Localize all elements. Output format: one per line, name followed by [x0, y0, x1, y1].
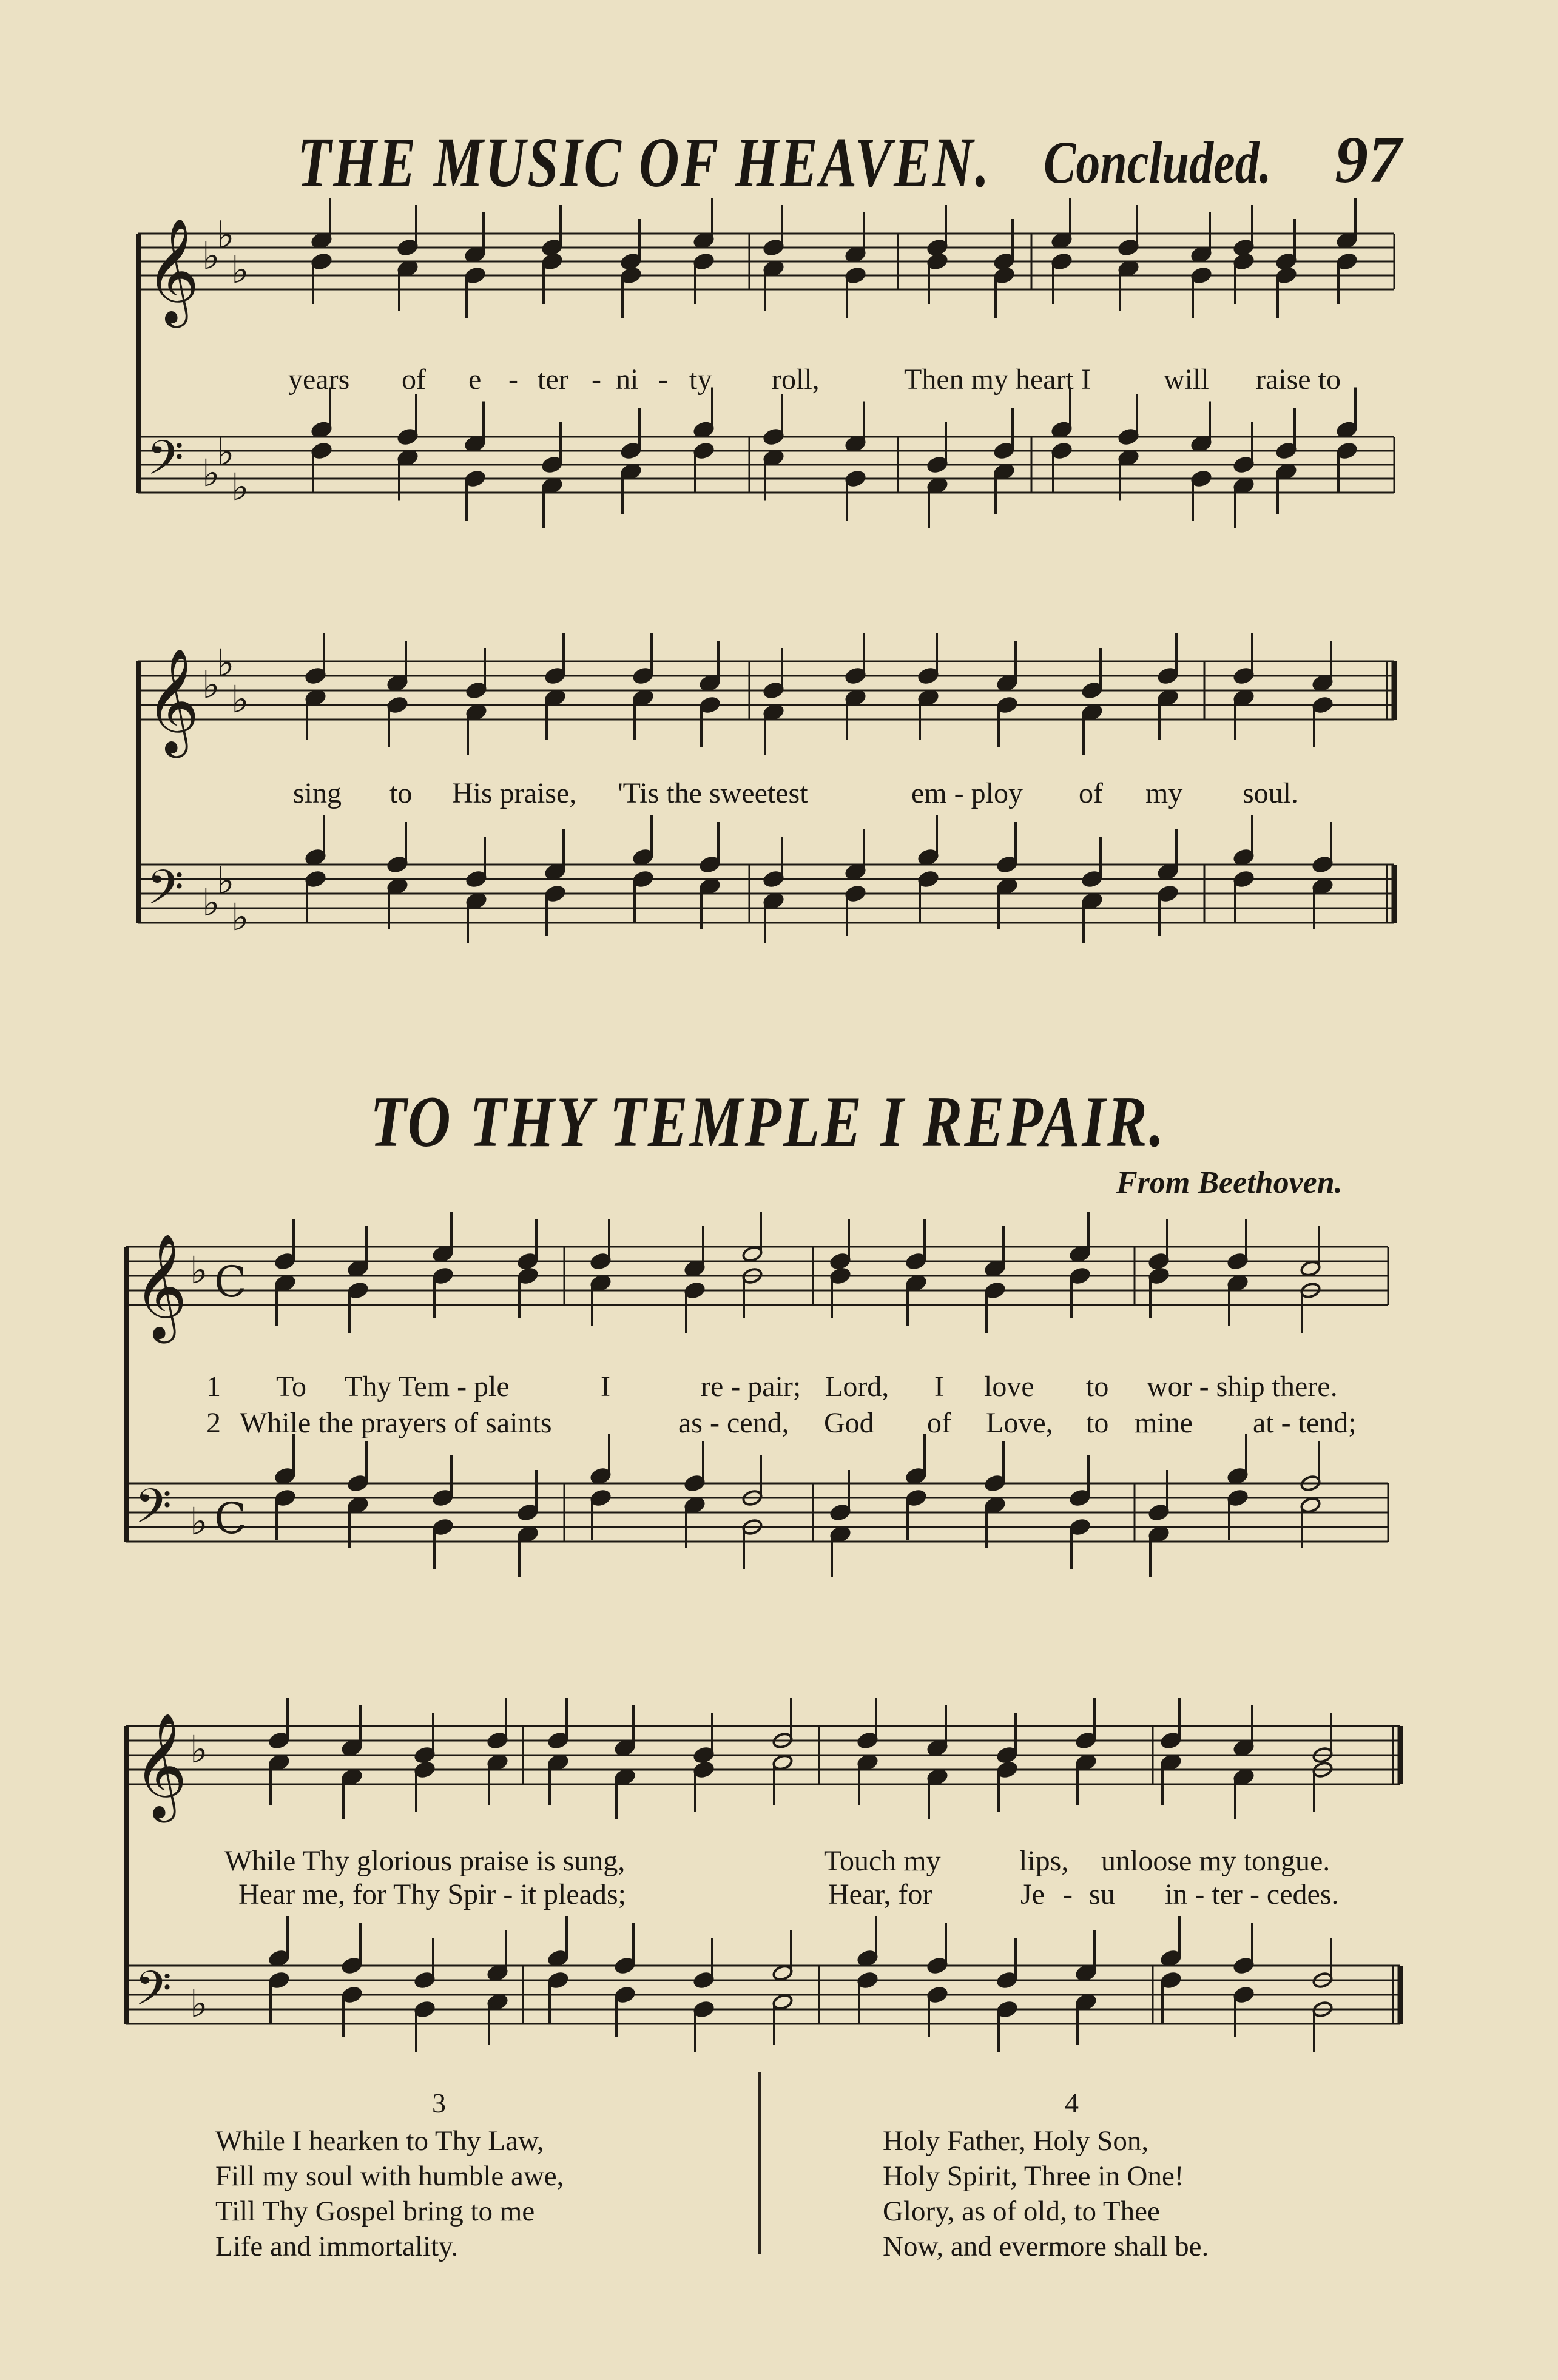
flat-sign-icon: ♭	[190, 1981, 208, 2026]
lyric-s2-6: my	[1145, 777, 1183, 809]
lyric-s2-2: His praise,	[452, 777, 577, 809]
lyric-s1-4: ter	[538, 363, 568, 396]
verse3-line-4: Life and immortality.	[215, 2231, 459, 2262]
lyric-s2-4: em - ploy	[911, 777, 1023, 809]
lyric-s3-v1-2: Thy Tem - ple	[345, 1370, 510, 1403]
flat-sign-icon: ♭	[231, 895, 249, 939]
flat-sign-icon: ♭	[231, 248, 249, 292]
lyric-s3-v2-7: mine	[1135, 1407, 1193, 1439]
verse4-number: 4	[1065, 2088, 1079, 2119]
lyric-s4-v2-0: Hear me, for Thy Spir - it pleads;	[238, 1878, 626, 1910]
treble-clef-icon: 𝄞	[146, 218, 200, 323]
lyric-s4-v2-5: in - ter - cedes.	[1165, 1878, 1339, 1910]
lyric-s2-7: soul.	[1243, 777, 1299, 809]
treble-clef-icon: 𝄞	[133, 1233, 187, 1339]
lyric-s3-v1-3: I	[601, 1370, 610, 1403]
flat-sign-icon: ♭	[202, 880, 220, 925]
lyric-s4-v2-4: su	[1089, 1878, 1115, 1910]
flat-sign-icon: ♭	[231, 465, 249, 509]
treble-clef-icon: 𝄞	[146, 648, 200, 753]
lyric-s4-v2-1: Hear, for	[828, 1878, 932, 1910]
lyric-s1-7: -	[658, 363, 668, 396]
bass-clef-icon: 𝄢	[135, 1479, 172, 1546]
lyric-s3-v1-8: to	[1086, 1370, 1109, 1403]
flat-sign-icon: ♭	[217, 858, 235, 903]
lyric-s4-v1-3: unloose my tongue.	[1101, 1845, 1330, 1877]
lyric-s3-v1-6: I	[934, 1370, 944, 1403]
lyric-s4-v1-0: While Thy glorious praise is sung,	[224, 1845, 626, 1877]
verse4-line-1: Holy Father, Holy Son,	[883, 2125, 1149, 2157]
flat-sign-icon: ♭	[217, 430, 235, 474]
lyric-s1-11: will	[1164, 363, 1209, 396]
lyric-s1-2: e	[468, 363, 482, 396]
page-header-title: THE MUSIC OF HEAVEN.	[297, 123, 991, 202]
flat-sign-icon: ♭	[202, 234, 220, 278]
lyric-s4-v1-1: Touch my	[824, 1845, 941, 1877]
lyric-s2-1: to	[390, 777, 413, 809]
lyric-s1-0: years	[288, 363, 350, 396]
flat-sign-icon: ♭	[217, 212, 235, 257]
lyric-s3-v2-6: to	[1086, 1407, 1109, 1439]
lyric-s3-v1-1: To	[276, 1370, 306, 1403]
lyric-s3-v2-5: Love,	[986, 1407, 1053, 1439]
verse3-text	[215, 2123, 564, 2264]
lyric-s1-10: Then my heart I	[904, 363, 1091, 396]
lyric-s3-v1-9: wor - ship there.	[1147, 1370, 1338, 1403]
lyric-s3-v2-1: While the prayers of saints	[240, 1407, 552, 1439]
lyric-s1-9: roll,	[772, 363, 820, 396]
lyric-s3-v1-7: love	[984, 1370, 1034, 1403]
lyric-s1-1: of	[402, 363, 426, 396]
lyric-s4-v2-3: -	[1063, 1878, 1073, 1910]
verse-divider	[758, 2072, 761, 2254]
lyric-s2-5: of	[1079, 777, 1103, 809]
verse4-line-4: Now, and evermore shall be.	[883, 2231, 1209, 2262]
bass-clef-icon: 𝄢	[135, 1961, 172, 2028]
lyric-s3-v2-2: as - cend,	[678, 1407, 789, 1439]
header-concluded-label: Concluded.	[1044, 129, 1272, 196]
verse4-line-2: Holy Spirit, Three in One!	[883, 2160, 1184, 2192]
lyric-s1-12: raise to	[1256, 363, 1341, 396]
lyric-s3-v1-5: Lord,	[825, 1370, 889, 1403]
lyric-s1-8: ty	[689, 363, 712, 396]
flat-sign-icon: ♭	[217, 641, 235, 685]
lyric-s3-v2-3: God	[824, 1407, 874, 1439]
flat-sign-icon: ♭	[190, 1727, 208, 1772]
flat-sign-icon: ♭	[202, 662, 220, 707]
bass-clef-icon: 𝄢	[147, 431, 184, 497]
flat-sign-icon: ♭	[202, 451, 220, 495]
verse3-line-3: Till Thy Gospel bring to me	[215, 2196, 535, 2227]
lyric-s1-6: ni	[616, 363, 639, 396]
flat-sign-icon: ♭	[190, 1248, 208, 1292]
page-number: 97	[1335, 123, 1401, 197]
lyric-s3-v2-4: of	[927, 1407, 951, 1439]
hymn-attribution: From Beethoven.	[1116, 1165, 1343, 1200]
lyric-s3-v2-8: at - tend;	[1253, 1407, 1357, 1439]
lyric-s3-v2-0: 2	[206, 1407, 221, 1439]
common-time-icon: C	[214, 1494, 247, 1543]
verse3-number: 3	[432, 2088, 446, 2119]
verse4-line-3: Glory, as of old, to Thee	[883, 2196, 1160, 2227]
lyric-s4-v1-2: lips,	[1019, 1845, 1069, 1877]
lyric-s4-v2-2: Je	[1020, 1878, 1045, 1910]
lyric-s2-3: 'Tis the sweetest	[618, 777, 808, 809]
lyric-s3-v1-0: 1	[206, 1370, 221, 1403]
verse4-text	[883, 2123, 1209, 2264]
lyric-s2-0: sing	[293, 777, 342, 809]
verse3-line-2: Fill my soul with humble awe,	[215, 2160, 564, 2192]
lyric-s1-5: -	[592, 363, 601, 396]
lyric-s3-v1-4: re - pair;	[701, 1370, 801, 1403]
flat-sign-icon: ♭	[231, 677, 249, 721]
common-time-icon: C	[214, 1257, 247, 1307]
lyric-s1-3: -	[508, 363, 518, 396]
hymn-title: TO THY TEMPLE I REPAIR.	[370, 1081, 1166, 1162]
verse3-line-1: While I hearken to Thy Law,	[215, 2125, 544, 2157]
treble-clef-icon: 𝄞	[133, 1713, 187, 1818]
bass-clef-icon: 𝄢	[147, 860, 184, 927]
flat-sign-icon: ♭	[190, 1499, 208, 1543]
